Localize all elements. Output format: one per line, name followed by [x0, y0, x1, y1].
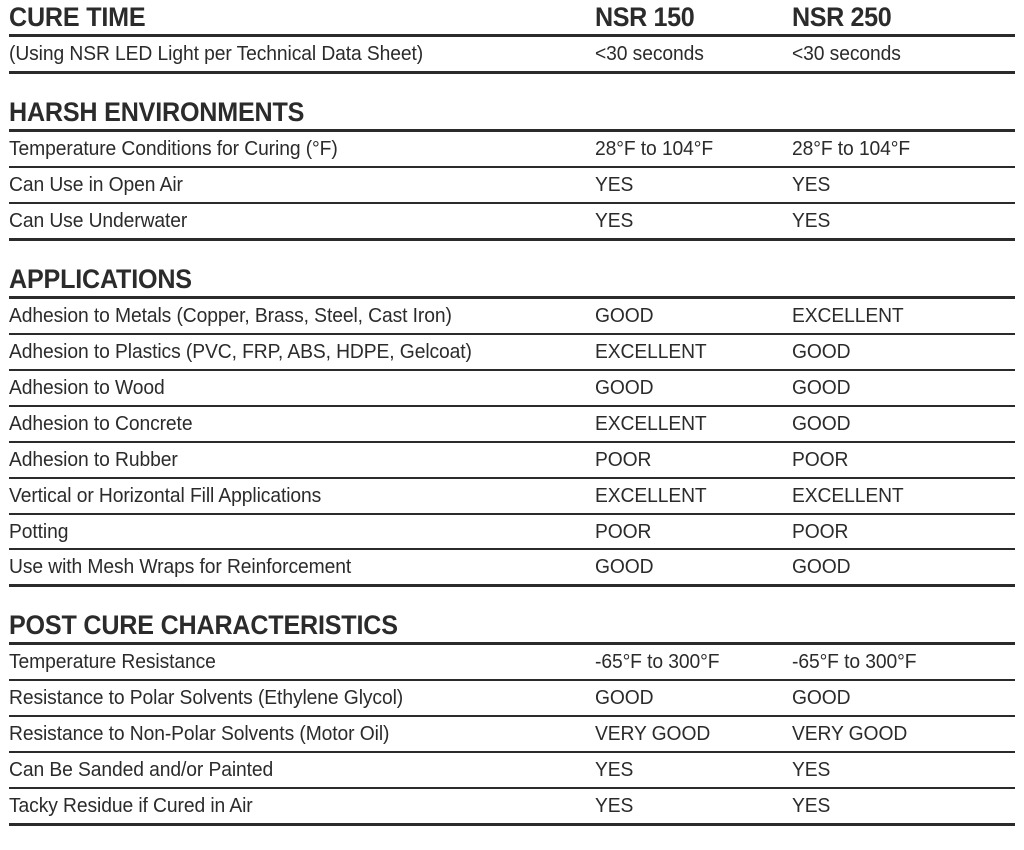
row-label: (Using NSR LED Light per Technical Data Sheet)	[9, 42, 424, 65]
cell-product-2: YES	[792, 758, 831, 782]
cell-product-2: VERY GOOD	[792, 722, 908, 746]
row-label: Resistance to Non-Polar Solvents (Motor Oil)	[9, 722, 390, 746]
cell-product-1: POOR	[595, 447, 652, 471]
cell-product-2: YES	[792, 794, 831, 818]
table-row	[9, 335, 1015, 371]
table-row	[9, 204, 1015, 241]
row-label: Tacky Residue if Cured in Air	[9, 794, 253, 818]
section-heading: HARSH ENVIRONMENTS	[9, 96, 305, 127]
cell-product-2: EXCELLENT	[792, 483, 904, 507]
cell-product-1: -65°F to 300°F	[595, 650, 720, 674]
row-label: Adhesion to Rubber	[9, 447, 178, 471]
cell-product-1: YES	[595, 794, 634, 818]
table-row	[9, 407, 1015, 443]
cell-product-2: GOOD	[792, 555, 851, 579]
column-header-product-1: NSR 150	[595, 2, 695, 32]
table-row	[9, 443, 1015, 479]
cell-product-1: GOOD	[595, 303, 654, 327]
cell-product-1: YES	[595, 208, 634, 232]
cell-product-1: YES	[595, 758, 634, 782]
cell-product-2: GOOD	[792, 411, 851, 435]
section-header-row	[9, 0, 1015, 37]
table-row	[9, 789, 1015, 826]
table-row	[9, 168, 1015, 204]
table-row	[9, 371, 1015, 407]
table-row	[9, 717, 1015, 753]
table-row	[9, 515, 1015, 551]
section-heading: POST CURE CHARACTERISTICS	[9, 610, 398, 641]
cell-product-1: EXCELLENT	[595, 339, 707, 363]
section-header-row	[9, 95, 1015, 132]
cell-product-1: VERY GOOD	[595, 722, 711, 746]
row-label: Adhesion to Wood	[9, 375, 165, 399]
cell-product-1: 28°F to 104°F	[595, 136, 714, 160]
row-label: Temperature Resistance	[9, 650, 216, 674]
cell-product-2: GOOD	[792, 375, 851, 399]
section-header-row	[9, 608, 1015, 645]
cell-product-2: <30 seconds	[792, 42, 901, 65]
cell-product-2: POOR	[792, 447, 849, 471]
section-heading: CURE TIME	[9, 2, 146, 32]
cell-product-2: YES	[792, 172, 831, 196]
table-row	[9, 681, 1015, 717]
table-row	[9, 753, 1015, 789]
cell-product-1: EXCELLENT	[595, 483, 707, 507]
cell-product-2: POOR	[792, 519, 849, 543]
section-heading: APPLICATIONS	[9, 263, 192, 294]
cell-product-2: -65°F to 300°F	[792, 650, 917, 674]
table-row	[9, 479, 1015, 515]
cell-product-1: EXCELLENT	[595, 411, 707, 435]
row-label: Adhesion to Plastics (PVC, FRP, ABS, HDPE, Gelcoat)	[9, 339, 472, 363]
cell-product-2: YES	[792, 208, 831, 232]
row-label: Use with Mesh Wraps for Reinforcement	[9, 555, 352, 579]
table-row	[9, 645, 1015, 681]
row-label: Can Use in Open Air	[9, 172, 183, 196]
row-label: Potting	[9, 519, 69, 543]
table-row	[9, 550, 1015, 587]
section-header-row	[9, 262, 1015, 299]
section-spacer	[9, 241, 1015, 262]
table-row	[9, 132, 1015, 168]
section-spacer	[9, 587, 1015, 608]
row-label: Can Be Sanded and/or Painted	[9, 758, 274, 782]
cell-product-1: GOOD	[595, 686, 654, 710]
cell-product-2: 28°F to 104°F	[792, 136, 911, 160]
row-label: Adhesion to Concrete	[9, 411, 193, 435]
cell-product-1: POOR	[595, 519, 652, 543]
column-header-product-2: NSR 250	[792, 2, 892, 32]
cell-product-1: GOOD	[595, 555, 654, 579]
row-label: Resistance to Polar Solvents (Ethylene Glycol)	[9, 686, 404, 710]
cell-product-1: GOOD	[595, 375, 654, 399]
cell-product-1: <30 seconds	[595, 42, 704, 65]
section-spacer	[9, 74, 1015, 95]
row-label: Temperature Conditions for Curing (°F)	[9, 136, 338, 160]
table-row	[9, 299, 1015, 335]
cell-product-2: EXCELLENT	[792, 303, 904, 327]
row-label: Can Use Underwater	[9, 208, 188, 232]
table-row	[9, 37, 1015, 74]
cell-product-2: GOOD	[792, 339, 851, 363]
row-label: Adhesion to Metals (Copper, Brass, Steel, Cast Iron)	[9, 303, 452, 327]
cell-product-2: GOOD	[792, 686, 851, 710]
row-label: Vertical or Horizontal Fill Applications	[9, 483, 322, 507]
cell-product-1: YES	[595, 172, 634, 196]
